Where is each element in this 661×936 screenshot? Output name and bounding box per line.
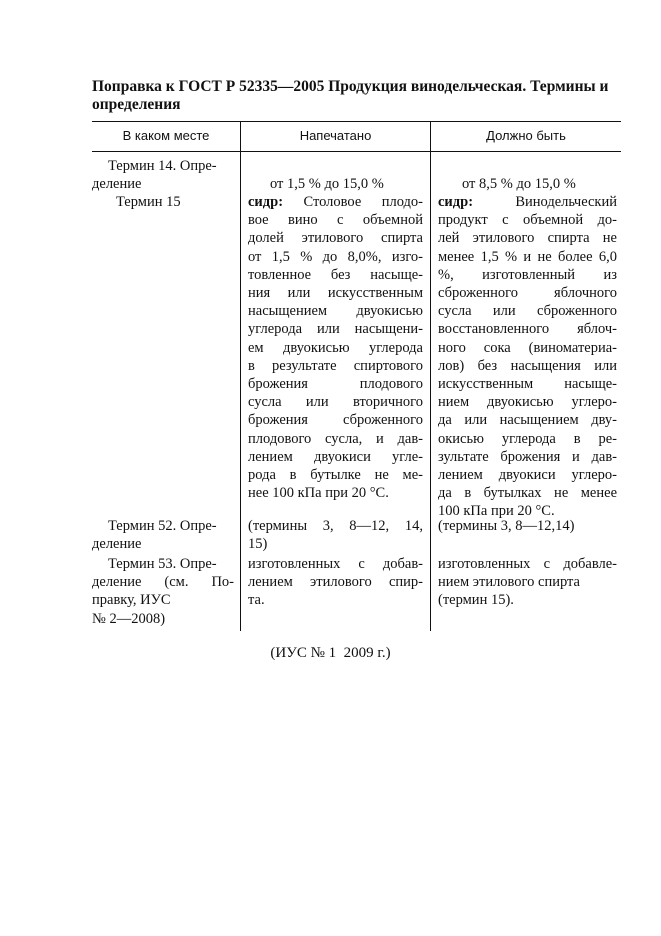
printed-line: от 1,5 % до 8,0%, изго-	[248, 248, 423, 265]
should-be-line: лей этилового спирта не	[438, 230, 617, 247]
row2-should-be-first-text: Винодельческий	[515, 194, 617, 210]
row4-printed-line: изготовленных с добав-	[248, 556, 423, 572]
table-top-rule	[92, 121, 621, 122]
row3-should-be-line: (термины 3, 8—12,14)	[438, 518, 575, 534]
term-sidr: сидр:	[248, 194, 284, 210]
row1-place-line: деление	[92, 176, 142, 193]
header-place: В каком месте	[122, 128, 210, 143]
row4-should-be-line: (термин 15).	[438, 592, 514, 609]
printed-line: ния или искусственным	[248, 285, 423, 302]
printed-line: рода в бутылке не ме-	[248, 467, 423, 484]
should-be-line: сусла или сброженного	[438, 303, 617, 320]
should-be-line: %, изготовленный из	[438, 266, 617, 283]
row1-place	[92, 157, 234, 193]
printed-line: сусла или вторичного	[248, 394, 423, 411]
row2-printed-first-line	[248, 193, 423, 211]
header-should-be: Должно быть	[486, 128, 566, 143]
printed-line: в результате спиртового	[248, 357, 423, 374]
footer-source: (ИУС № 1 2009 г.)	[270, 645, 391, 661]
row4-should-be-line: изготовленных с добавле-	[438, 556, 617, 572]
term-sidr: сидр:	[438, 194, 474, 210]
row4-place	[92, 555, 234, 628]
row4-should-be	[438, 555, 617, 610]
should-be-line: менее 1,5 % и не более 6,0	[438, 248, 617, 265]
document-title: Поправка к ГОСТ Р 52335—2005 Продукция винодельческая. Термины и определения	[92, 78, 609, 113]
row4-place-line: № 2—2008)	[92, 610, 166, 627]
should-be-line: искусственным насыще-	[438, 376, 617, 393]
row3-place-line: деление	[92, 536, 142, 553]
row2-should-be-first-line	[438, 193, 617, 211]
row3-printed-line: (термины 3, 8—12, 14,	[248, 518, 423, 534]
should-be-line: ного сока (виноматериа-	[438, 339, 617, 356]
should-be-line: нием двуокисью углеро-	[438, 394, 617, 411]
printed-line: лением двуокиси угле-	[248, 448, 423, 465]
row3-place	[92, 517, 234, 553]
row2-place	[116, 193, 236, 211]
row4-printed	[248, 555, 423, 610]
row2-printed	[248, 193, 423, 502]
row2-should-be	[438, 193, 617, 521]
printed-line: плодового сусла, и дав-	[248, 430, 423, 447]
row3-printed-line: 15)	[248, 536, 268, 553]
printed-line: долей этилового спирта	[248, 230, 423, 247]
printed-line: брожения плодового	[248, 376, 423, 393]
should-be-line: лением двуокиси углеро-	[438, 467, 617, 484]
printed-line: насыщением двуокисью	[248, 303, 423, 320]
row1-should-be-value: от 8,5 % до 15,0 %	[462, 176, 576, 192]
column-divider-1	[240, 121, 241, 631]
should-be-line: да или насыщением дву-	[438, 412, 617, 429]
printed-line: брожения сброженного	[248, 412, 423, 429]
printed-line: нее 100 кПа при 20 °С.	[248, 485, 389, 502]
row2-printed-first-text: Столовое плодо-	[303, 194, 423, 210]
row1-place-line: Термин 14. Опре-	[108, 158, 217, 174]
row3-printed	[248, 517, 423, 553]
row3-place-line: Термин 52. Опре-	[108, 518, 217, 534]
row2-place-line: Термин 15	[116, 194, 181, 210]
should-be-line: зультате брожения и дав-	[438, 448, 617, 465]
row1-should-be	[462, 175, 617, 193]
column-divider-2	[430, 121, 431, 631]
printed-line: ем двуокисью углерода	[248, 339, 423, 356]
row4-printed-line: та.	[248, 592, 265, 609]
should-be-line: восстановленного яблоч-	[438, 321, 617, 338]
printed-line: товленное без насыще-	[248, 266, 423, 283]
should-be-line: продукт с объемной до-	[438, 212, 617, 229]
should-be-line: окисью углерода в ре-	[438, 430, 617, 447]
row1-printed	[270, 175, 425, 193]
printed-line: углерода или насыщени-	[248, 321, 423, 338]
should-be-line: сброженного яблочного	[438, 285, 617, 302]
should-be-line: да в бутылках не менее	[438, 485, 617, 502]
row4-place-line: Термин 53. Опре-	[108, 556, 217, 572]
header-printed: Напечатано	[299, 128, 372, 143]
should-be-line: 100 кПа при 20 °С.	[438, 503, 555, 520]
row4-should-be-line: нием этилового спирта	[438, 574, 580, 591]
printed-line: вое вино с объемной	[248, 212, 423, 229]
row1-printed-value: от 1,5 % до 15,0 %	[270, 176, 384, 192]
row4-printed-line: лением этилового спир-	[248, 574, 423, 591]
row4-place-line: правку, ИУС	[92, 592, 171, 609]
row3-should-be	[438, 517, 617, 535]
row4-place-line: деление (см. По-	[92, 574, 234, 591]
should-be-line: лов) без насыщения или	[438, 357, 617, 374]
table-header-rule	[92, 151, 621, 152]
